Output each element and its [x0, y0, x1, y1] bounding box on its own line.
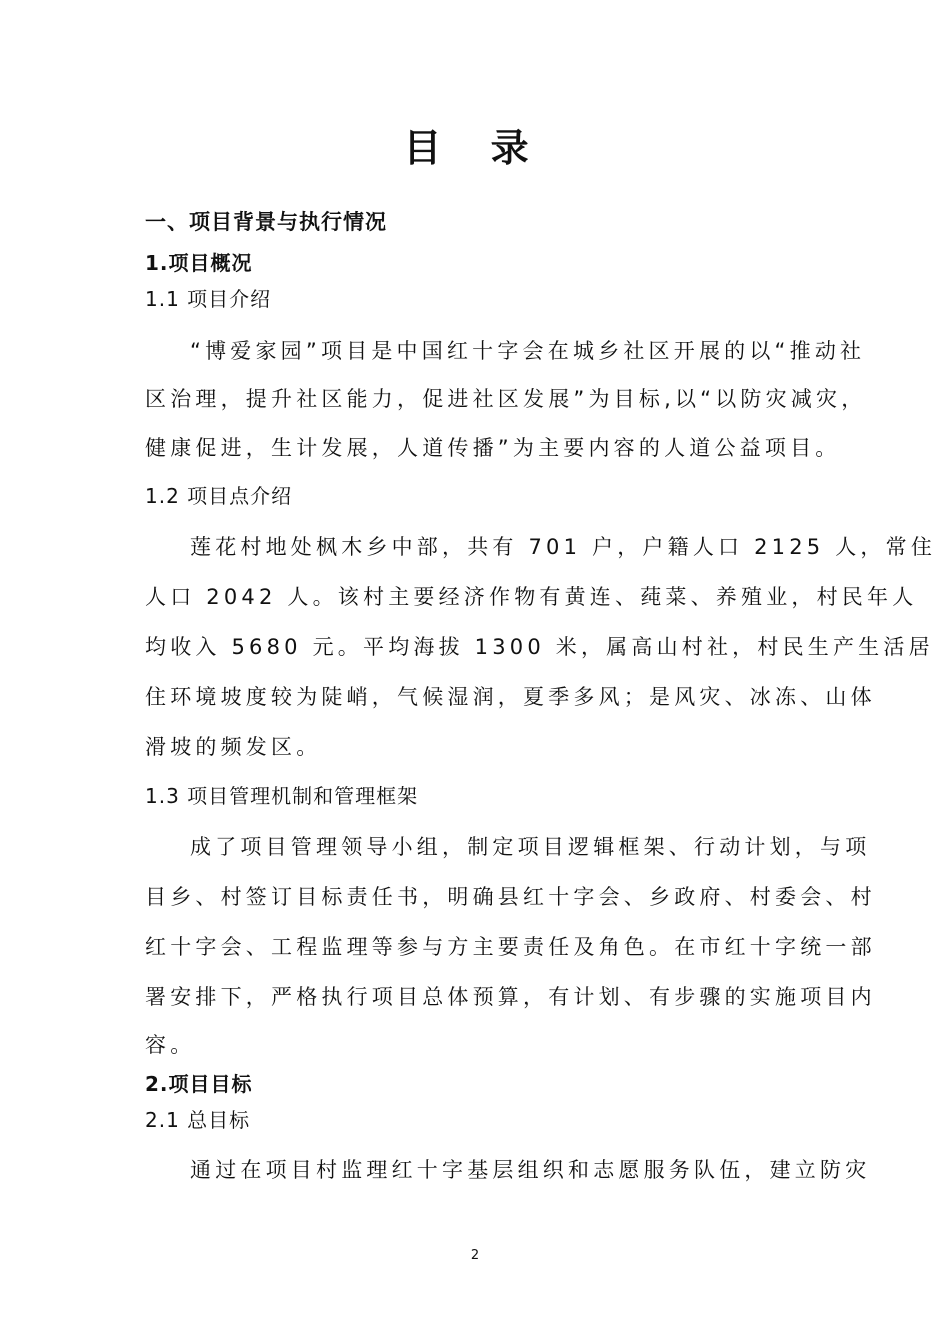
paragraph-3-line-2: 目乡、村签订目标责任书，明确县红十字会、乡政府、村委会、村 [145, 885, 876, 909]
paragraph-3-line-1: 成了项目管理领导小组，制定项目逻辑框架、行动计划，与项 [190, 835, 871, 859]
paragraph-3-line-4: 署安排下，严格执行项目总体预算，有计划、有步骤的实施项目内 [145, 985, 876, 1009]
paragraph-1-line-1: “博爱家园”项目是中国红十字会在城乡社区开展的以“推动社 [190, 339, 866, 363]
paragraph-1-line-3: 健康促进，生计发展，人道传播”为主要内容的人道公益项目。 [145, 436, 841, 460]
subsection-heading-1-2: 1.2 项目点介绍 [145, 484, 293, 508]
subsection-heading-1-3: 1.3 项目管理机制和管理框架 [145, 784, 419, 808]
paragraph-2-line-4: 住环境坡度较为陡峭，气候湿润，夏季多风；是风灾、冰冻、山体 [145, 685, 876, 709]
subsection-heading-1-1: 1.1 项目介绍 [145, 287, 272, 311]
paragraph-3-line-3: 红十字会、工程监理等参与方主要责任及角色。在市红十字统一部 [145, 935, 876, 959]
paragraph-1-line-2: 区治理，提升社区能力，促进社区发展”为目标,以“以防灾减灾， [145, 387, 867, 411]
paragraph-2-line-1: 莲花村地处枫木乡中部，共有 701 户，户籍人口 2125 人，常住 [190, 535, 937, 559]
subsection-heading-2-1: 2.1 总目标 [145, 1108, 251, 1132]
paragraph-4-line-1: 通过在项目村监理红十字基层组织和志愿服务队伍，建立防灾 [190, 1158, 871, 1182]
paragraph-3-line-5: 容。 [145, 1033, 196, 1057]
subsection-heading-1: 1.项目概况 [145, 251, 253, 275]
page-title: 目 录 [403, 126, 547, 170]
page-number: 2 [470, 1248, 480, 1263]
paragraph-2-line-2: 人口 2042 人。该村主要经济作物有黄连、莼菜、养殖业，村民年人 [145, 585, 918, 609]
subsection-heading-2: 2.项目目标 [145, 1072, 253, 1096]
paragraph-2-line-3: 均收入 5680 元。平均海拔 1300 米，属高山村社，村民生产生活居 [145, 635, 934, 659]
section-heading-1: 一、项目背景与执行情况 [145, 210, 387, 234]
paragraph-2-line-5: 滑坡的频发区。 [145, 735, 322, 759]
